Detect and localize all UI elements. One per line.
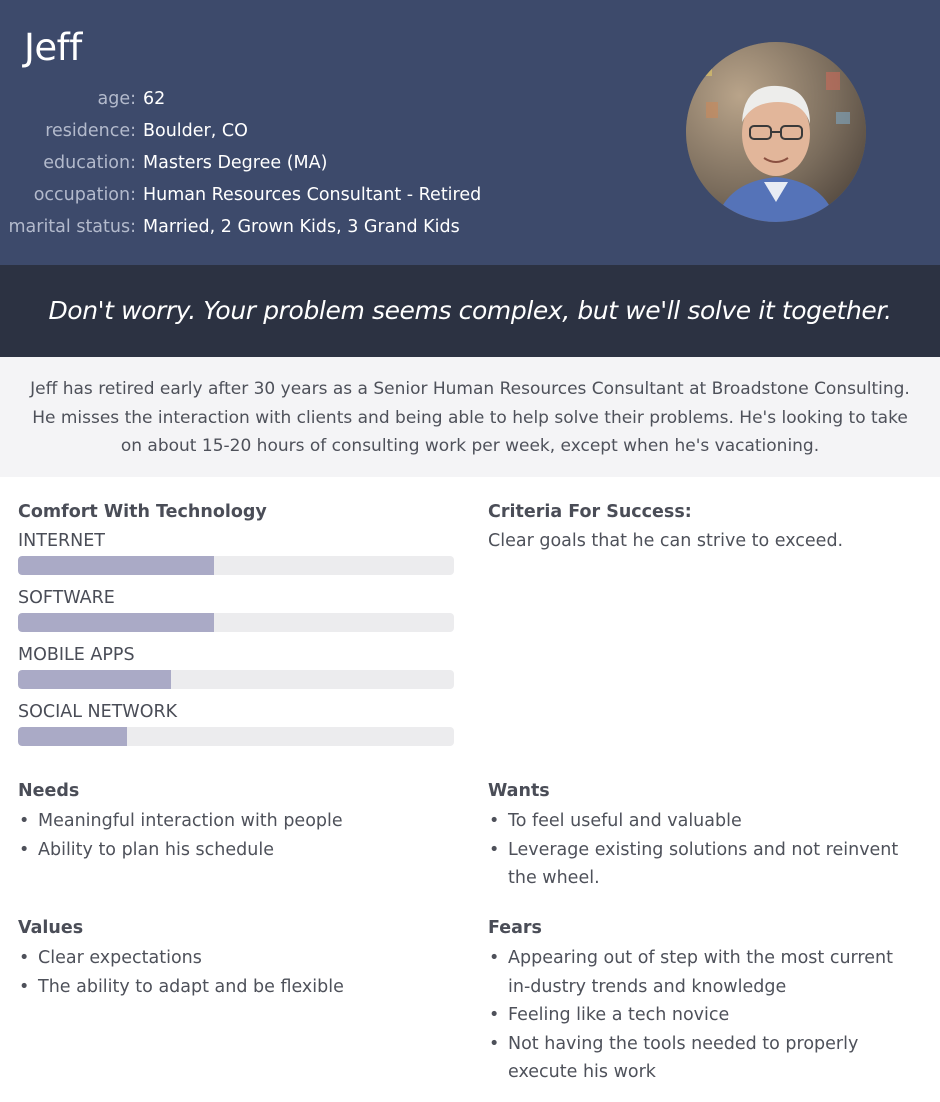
list-item [488, 944, 920, 1001]
fact-marital-status [0, 212, 640, 242]
fact-value: Boulder, CO [143, 121, 248, 141]
values-title: Values [18, 918, 84, 938]
list-item-text: Leverage existing solutions and not reinvent the wheel. [508, 839, 899, 888]
fact-value: Married, 2 Grown Kids, 3 Grand Kids [143, 217, 460, 237]
list-item [18, 944, 458, 973]
bullet-dot-icon: • [19, 948, 30, 968]
skill-label-mobile-apps: MOBILE APPS [18, 645, 135, 665]
technology-title: Comfort With Technology [18, 502, 267, 522]
fact-label: occupation: [33, 185, 136, 205]
wants-title: Wants [488, 781, 550, 801]
fact-value: 62 [143, 89, 166, 109]
values-list [18, 944, 458, 1001]
success-title: Criteria For Success: [488, 502, 692, 522]
fact-label: education: [43, 153, 136, 173]
list-item [18, 836, 458, 865]
list-item-text: To feel useful and valuable [508, 811, 742, 831]
bullet-dot-icon: • [489, 811, 500, 831]
list-item [18, 807, 458, 836]
skill-bar-fill [18, 613, 214, 632]
list-item [488, 836, 920, 893]
bullet-dot-icon: • [489, 1033, 500, 1054]
portrait-photo [686, 42, 866, 222]
list-item-text: The ability to adapt and be flexible [38, 976, 344, 997]
skill-bar-fill [18, 670, 171, 689]
skill-bar-internet [18, 556, 454, 575]
bullet-dot-icon: • [489, 948, 500, 968]
fact-value: Human Resources Consultant - Retired [143, 185, 482, 205]
fears-title: Fears [488, 918, 542, 938]
wants-list [488, 807, 920, 893]
fact-age [0, 84, 640, 114]
list-item [488, 1001, 920, 1030]
skill-bar-mobile-apps [18, 670, 454, 689]
needs-list [18, 807, 458, 864]
persona-quote: Don't worry. Your problem seems complex, but we'll solve it together. [48, 296, 892, 325]
skill-bar-social-network [18, 727, 454, 746]
bullet-dot-icon: • [19, 839, 30, 860]
success-text: Clear goals that he can strive to exceed. [488, 531, 844, 551]
list-item-text: Not having the tools needed to properly execute his work [508, 1033, 859, 1082]
list-item [18, 973, 458, 1002]
persona-name: Jeff [24, 26, 82, 69]
fact-residence [0, 116, 640, 146]
list-item-text: Feeling like a tech novice [508, 1005, 730, 1025]
fact-label: residence: [45, 121, 136, 141]
portrait-photo-icon [686, 42, 866, 222]
bullet-dot-icon: • [489, 839, 500, 860]
fact-label: marital status: [8, 217, 136, 237]
list-item [488, 807, 920, 836]
skill-label-software: SOFTWARE [18, 588, 115, 608]
list-item [488, 1030, 920, 1087]
persona-summary: Jeff has retired early after 30 years as a Senior Human Resources Consultant at Broadstone Consulting. He misses the interaction with clients and being able to help solve their problems. He's looking to take on about 15-20 hours of consulting work per week, except when he's vacationing. [30, 379, 910, 456]
bullet-dot-icon: • [19, 976, 30, 997]
list-item-text: Clear expectations [38, 948, 202, 968]
fact-occupation [0, 180, 640, 210]
needs-title: Needs [18, 781, 80, 801]
skill-label-social-network: SOCIAL NETWORK [18, 702, 178, 722]
fact-label: age: [97, 89, 136, 109]
list-item-text: Appearing out of step with the most current in-dustry trends and knowledge [508, 948, 893, 997]
fact-education [0, 148, 640, 178]
bullet-dot-icon: • [489, 1005, 500, 1025]
summary-band [0, 357, 940, 477]
skill-label-internet: INTERNET [18, 531, 105, 551]
fears-list [488, 944, 920, 1087]
skill-bar-software [18, 613, 454, 632]
skill-bar-fill [18, 556, 214, 575]
persona-header [0, 0, 940, 265]
bullet-dot-icon: • [19, 811, 30, 831]
fact-value: Masters Degree (MA) [143, 153, 328, 173]
quote-band [0, 265, 940, 357]
list-item-text: Ability to plan his schedule [38, 839, 274, 860]
list-item-text: Meaningful interaction with people [38, 811, 343, 831]
skill-bar-fill [18, 727, 127, 746]
